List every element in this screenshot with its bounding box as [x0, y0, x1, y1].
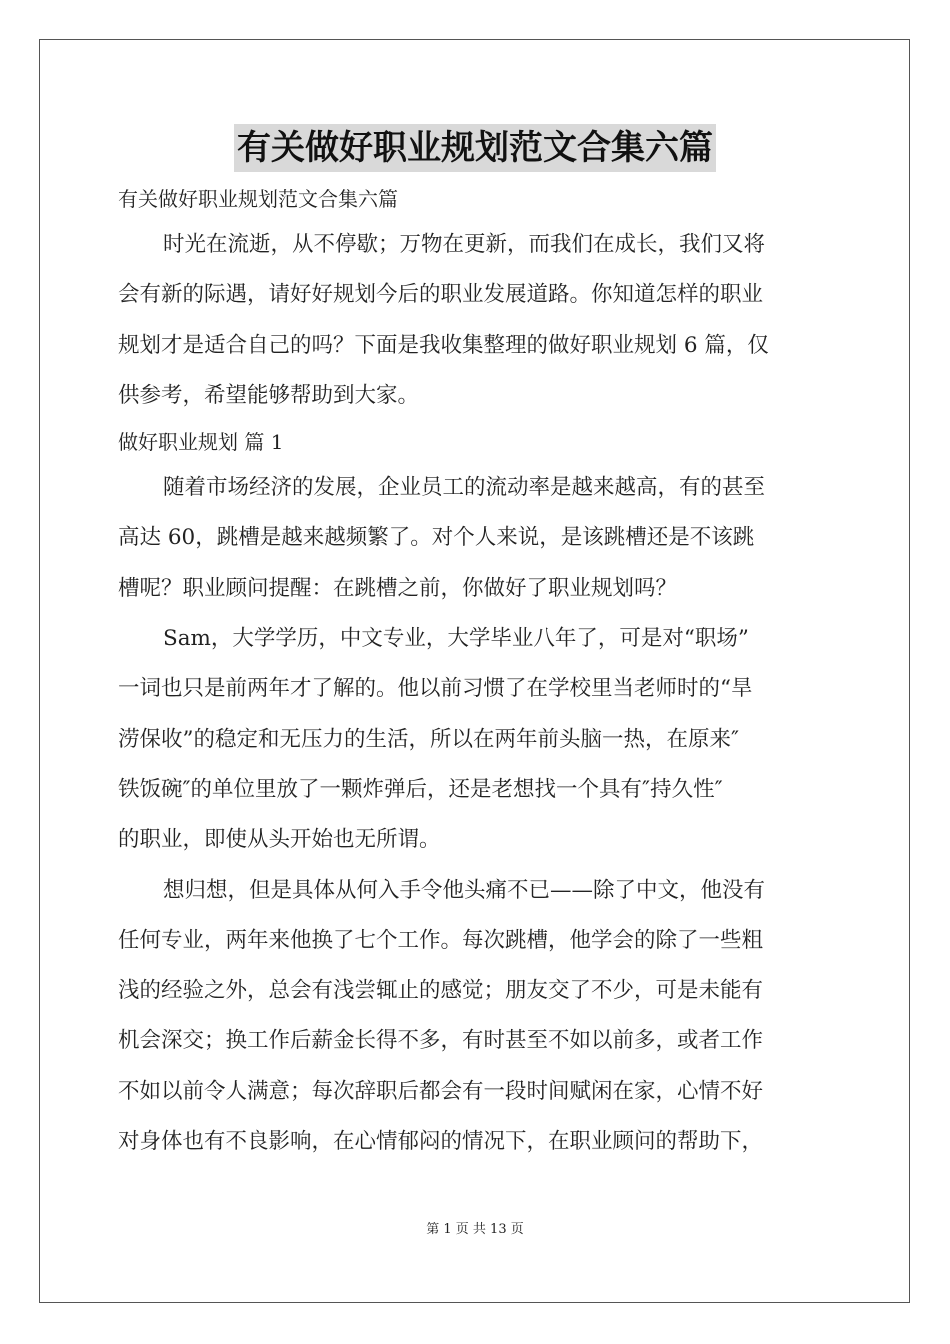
- paragraph-line: 不如以前令人满意；每次辞职后都会有一段时间赋闲在家，心情不好: [118, 1078, 764, 1104]
- paragraph-line: 涝保收”的稳定和无压力的生活，所以在两年前头脑一热，在原来″: [118, 726, 740, 752]
- paragraph-line: 随着市场经济的发展，企业员工的流动率是越来越高，有的甚至: [163, 475, 766, 501]
- intro-paragraph: [118, 220, 832, 421]
- paragraph-line: 想归想，但是具体从何入手令他头痛不已——除了中文，他没有: [163, 877, 766, 903]
- paragraph-line: 规划才是适合自己的吗？下面是我收集整理的做好职业规划 6 篇，仅: [118, 332, 769, 358]
- title-container: [0, 124, 950, 172]
- paragraph-line: 槽呢？职业顾问提醒：在跳槽之前，你做好了职业规划吗？: [118, 575, 678, 601]
- paragraph-2: [118, 614, 832, 865]
- paragraph-line: 时光在流逝，从不停歇；万物在更新，而我们在成长，我们又将: [163, 232, 766, 257]
- paragraph-3: [118, 866, 832, 1168]
- page-footer: 第 1 页 共 13 页: [426, 1222, 524, 1237]
- paragraph-line: Sam，大学学历，中文专业，大学毕业八年了，可是对“职场”: [163, 626, 749, 652]
- paragraph-line: 机会深交；换工作后薪金长得不多，有时甚至不如以前多，或者工作: [118, 1028, 764, 1054]
- document-subtitle: 有关做好职业规划范文合集六篇: [118, 187, 398, 211]
- document-title: 有关做好职业规划范文合集六篇: [234, 124, 716, 172]
- paragraph-1: [118, 463, 832, 614]
- document-body: [118, 178, 832, 1167]
- paragraph-line: 供参考，希望能够帮助到大家。: [118, 382, 420, 408]
- paragraph-line: 会有新的际遇，请好好规划今后的职业发展道路。你知道怎样的职业: [118, 282, 764, 308]
- paragraph-line: 浅的经验之外，总会有浅尝辄止的感觉；朋友交了不少，可是未能有: [118, 978, 764, 1004]
- paragraph-line: 的职业，即使从头开始也无所谓。: [118, 827, 441, 853]
- section-heading: 做好职业规划 篇 1: [118, 430, 284, 455]
- paragraph-line: 高达 60，跳槽是越来越频繁了。对个人来说，是该跳槽还是不该跳: [118, 525, 755, 551]
- paragraph-line: 对身体也有不良影响，在心情郁闷的情况下，在职业顾问的帮助下，: [118, 1129, 764, 1155]
- paragraph-line: 任何专业，两年来他换了七个工作。每次跳槽，他学会的除了一些粗: [118, 927, 764, 953]
- paragraph-line: 一词也只是前两年才了解的。他以前习惯了在学校里当老师时的“旱: [118, 676, 753, 702]
- paragraph-line: 铁饭碗″的单位里放了一颗炸弹后，还是老想找一个具有″持久性″: [118, 776, 723, 802]
